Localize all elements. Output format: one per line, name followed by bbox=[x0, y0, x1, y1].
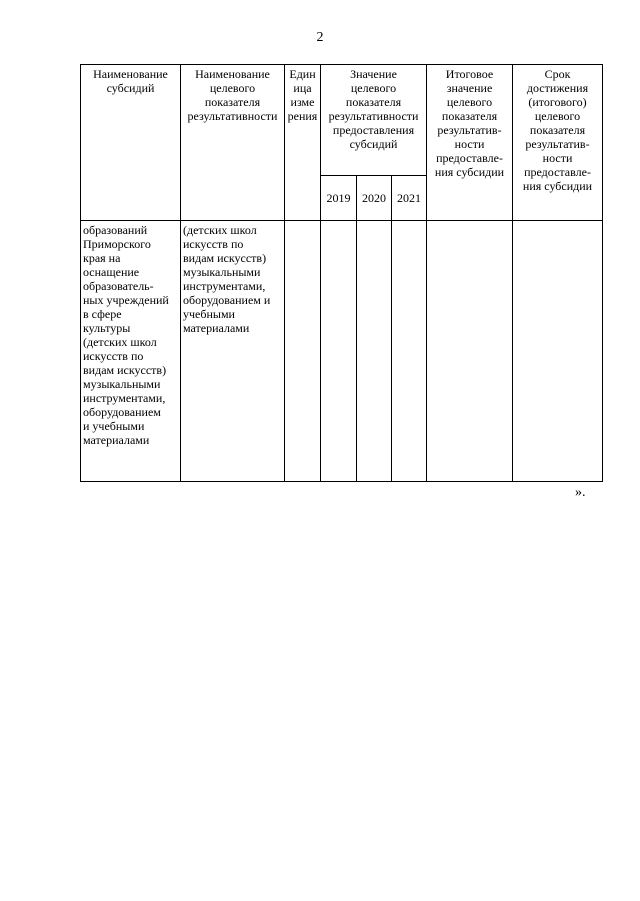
cell-value-2020 bbox=[357, 221, 392, 482]
page-number: 2 bbox=[316, 30, 324, 45]
table-row bbox=[81, 221, 603, 482]
header-deadline: Срок достижения (итогового) целевого показателя результатив- ности предоставле- ния субсидии bbox=[513, 65, 603, 221]
header-indicator-value: Значение целевого показателя результативности предоставления субсидий bbox=[321, 65, 427, 176]
header-subsidy-name: Наименование субсидий bbox=[81, 65, 181, 221]
cell-unit bbox=[285, 221, 321, 482]
cell-indicator-name: (детских школ искусств по видам искусств) музыкальными инструментами, оборудованием и учебными материалами bbox=[181, 221, 285, 482]
header-year-2019: 2019 bbox=[321, 176, 357, 221]
cell-subsidy-name: образований Приморского края на оснащение образователь- ных учреждений в сфере культуры (детских школ искусств по видам искусств) музыкальными инструментами, оборудованием и учебными материалами bbox=[81, 221, 181, 482]
header-indicator-name: Наименование целевого показателя результативности bbox=[181, 65, 285, 221]
cell-final-value bbox=[427, 221, 513, 482]
cell-value-2021 bbox=[392, 221, 427, 482]
subsidy-indicator-table bbox=[80, 64, 603, 482]
header-year-2020: 2020 bbox=[357, 176, 392, 221]
closing-quote-mark: ». bbox=[575, 485, 586, 500]
header-final-value: Итоговое значение целевого показателя результатив- ности предоставле- ния субсидии bbox=[427, 65, 513, 221]
header-year-2021: 2021 bbox=[392, 176, 427, 221]
cell-value-2019 bbox=[321, 221, 357, 482]
header-unit: Един ица изме рения bbox=[285, 65, 321, 221]
cell-deadline bbox=[513, 221, 603, 482]
